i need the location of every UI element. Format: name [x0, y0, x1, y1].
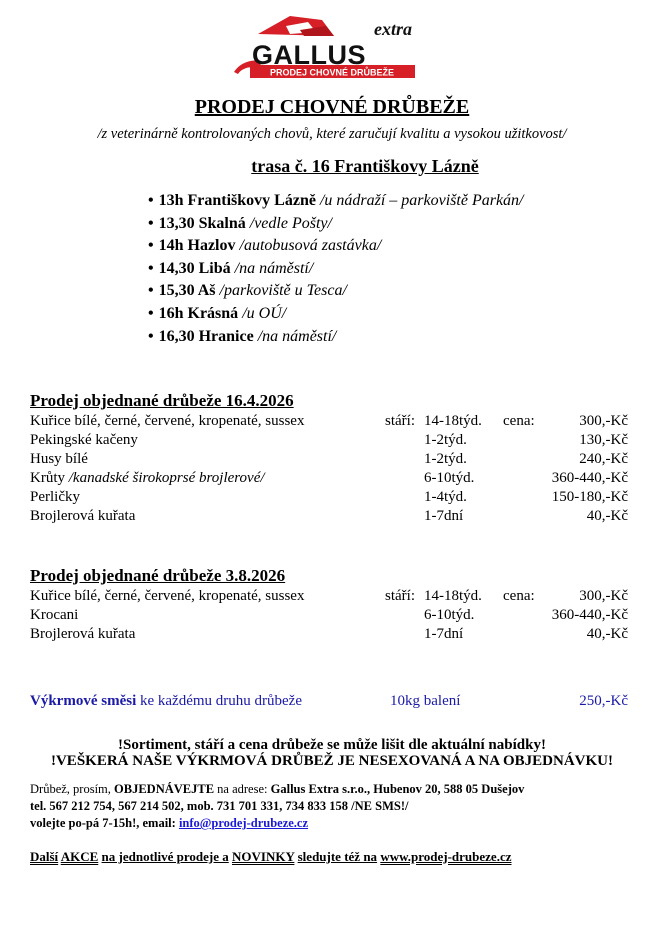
stop-note: /u nádraží – parkoviště Parkán/ — [319, 192, 524, 209]
item-age: 14-18týd. — [424, 588, 482, 604]
feed-label-rest: ke každému druhu drůbeže — [139, 693, 302, 709]
bullet-icon: • — [148, 237, 154, 255]
item-name: Perličky — [30, 489, 80, 505]
item-name: Husy bílé — [30, 451, 88, 467]
item-age: 1-7dní — [424, 508, 464, 524]
bullet-icon: • — [148, 192, 154, 209]
footer-dalsi: Další — [30, 849, 59, 864]
item-price: 150-180,-Kč — [551, 489, 628, 505]
item-price: 40,-Kč — [586, 626, 628, 642]
list-item — [148, 280, 524, 303]
item-price: 130,-Kč — [579, 432, 628, 448]
svg-text:PRODEJ CHOVNÉ DRŮBEŽE: PRODEJ CHOVNÉ DRŮBEŽE — [269, 67, 395, 78]
feed-label — [30, 693, 302, 710]
notice-line-1: !Sortiment, stáří a cena drůbeže se může lišit dle aktuální nabídky! — [118, 737, 546, 753]
feed-offer — [30, 693, 640, 713]
rooster-comb-icon — [230, 12, 420, 82]
stop-place: 14h Hazlov — [158, 237, 236, 255]
table-row — [30, 412, 640, 431]
footer-line — [30, 849, 512, 865]
table-row — [30, 587, 640, 606]
stop-note: /vedle Pošty/ — [249, 214, 332, 232]
website-link[interactable]: www.prodej-drubeze.cz — [380, 849, 512, 864]
table-row — [30, 625, 640, 644]
item-price: 240,-Kč — [579, 451, 628, 467]
stop-note: /parkoviště u Tesca/ — [219, 282, 347, 300]
item-price: 40,-Kč — [586, 508, 628, 524]
item-age: 1-4týd. — [424, 489, 467, 505]
item-age: 6-10týd. — [424, 607, 475, 623]
item-age: 1-2týd. — [424, 451, 467, 467]
contact-order: OBJEDNÁVEJTE — [114, 782, 215, 796]
svg-text:extra: extra — [374, 19, 412, 39]
list-item — [148, 303, 524, 326]
svg-text:GALLUS: GALLUS — [252, 40, 366, 70]
footer-mid: na jednotlivé prodeje a — [101, 849, 229, 864]
feed-label-bold: Výkrmové směsi — [30, 693, 137, 709]
cena-label: cena: — [503, 413, 535, 429]
item-name: Kuřice bílé, černé, červené, kropenaté, sussex — [30, 588, 305, 604]
table-row — [30, 469, 640, 488]
stop-place: 16,30 Hranice — [158, 327, 254, 345]
contact-line-2 — [30, 799, 408, 814]
bullet-icon: • — [148, 214, 154, 232]
sale-2-title: Prodej objednané drůbeže 3.8.2026 — [30, 566, 286, 585]
stop-note: /autobusová zastávka/ — [239, 237, 382, 255]
table-row — [30, 488, 640, 507]
footer-tail: sledujte též na — [297, 849, 378, 864]
item-name: Krocani — [30, 607, 79, 623]
table-row — [30, 507, 640, 526]
contact-line-1 — [30, 782, 524, 797]
footer-akce: AKCE — [60, 849, 99, 864]
notice-line-2: !VEŠKERÁ NAŠE VÝKRMOVÁ DRŮBEŽ JE NESEXOVANÁ A NA OBJEDNÁVKU! — [50, 753, 614, 769]
item-name-group — [30, 469, 265, 488]
stop-note: /na náměstí/ — [257, 327, 337, 345]
stop-place: 13h Františkovy Lázně — [158, 192, 316, 209]
stari-label: stáří: — [385, 413, 415, 429]
contact-line-3 — [30, 816, 308, 831]
bullet-icon: • — [148, 304, 154, 322]
list-item — [148, 213, 524, 236]
item-price: 300,-Kč — [579, 588, 628, 604]
feed-price: 250,-Kč — [579, 693, 628, 709]
contact-address: Gallus Extra s.r.o., Hubenov 20, 588 05 Dušejov — [270, 782, 525, 796]
contact-intro: Drůbež, prosím, — [30, 782, 111, 796]
item-age: 14-18týd. — [424, 413, 482, 429]
feed-pack: 10kg balení — [390, 693, 461, 709]
item-name: Kuřice bílé, černé, červené, kropenaté, sussex — [30, 413, 305, 429]
table-row — [30, 450, 640, 469]
list-item — [148, 258, 524, 281]
contact-hours: volejte po-pá 7-15h!, email: — [30, 816, 176, 830]
stop-note: /na náměstí/ — [234, 259, 314, 277]
contact-at: na adrese: — [217, 782, 268, 796]
sale-1-title: Prodej objednané drůbeže 16.4.2026 — [30, 391, 294, 410]
stop-note: /u OÚ/ — [242, 304, 287, 322]
item-price: 360-440,-Kč — [551, 607, 628, 623]
bullet-icon: • — [148, 327, 154, 345]
stop-place: 15,30 Aš — [158, 282, 216, 300]
item-name: Brojlerová kuřata — [30, 508, 136, 524]
item-price: 360-440,-Kč — [551, 470, 628, 486]
route-heading: trasa č. 16 Františkovy Lázně — [251, 156, 479, 176]
item-age: 6-10týd. — [424, 470, 475, 486]
stop-place: 13,30 Skalná — [158, 214, 246, 232]
bullet-icon: • — [148, 259, 154, 277]
bullet-icon: • — [148, 282, 154, 300]
stops-list — [148, 190, 524, 348]
table-row — [30, 606, 640, 625]
list-item — [148, 326, 524, 349]
list-item — [148, 190, 524, 213]
item-age: 1-7dní — [424, 626, 464, 642]
stop-place: 14,30 Libá — [158, 259, 231, 277]
stari-label: stáří: — [385, 588, 415, 604]
item-name-note: /kanadské širokoprsé brojlerové/ — [68, 470, 265, 486]
page-title: PRODEJ CHOVNÉ DRŮBEŽE — [194, 96, 470, 118]
item-price: 300,-Kč — [579, 413, 628, 429]
item-age: 1-2týd. — [424, 432, 467, 448]
table-row — [30, 431, 640, 450]
gallus-extra-logo — [230, 12, 420, 82]
page-subtitle: /z veterinárně kontrolovaných chovů, které zaručují kvalitu a vysokou užitkovost/ — [97, 126, 567, 142]
item-name: Krůty — [30, 470, 65, 486]
item-name: Brojlerová kuřata — [30, 626, 136, 642]
footer-novinky: NOVINKY — [232, 849, 295, 864]
cena-label: cena: — [503, 588, 535, 604]
stop-place: 16h Krásná — [158, 304, 239, 322]
list-item — [148, 235, 524, 258]
item-name: Pekingské kačeny — [30, 432, 138, 448]
contact-phones: tel. 567 212 754, 567 214 502, mob. 731 701 331, 734 833 158 /NE SMS!/ — [30, 799, 409, 813]
email-link[interactable]: info@prodej-drubeze.cz — [178, 816, 309, 830]
